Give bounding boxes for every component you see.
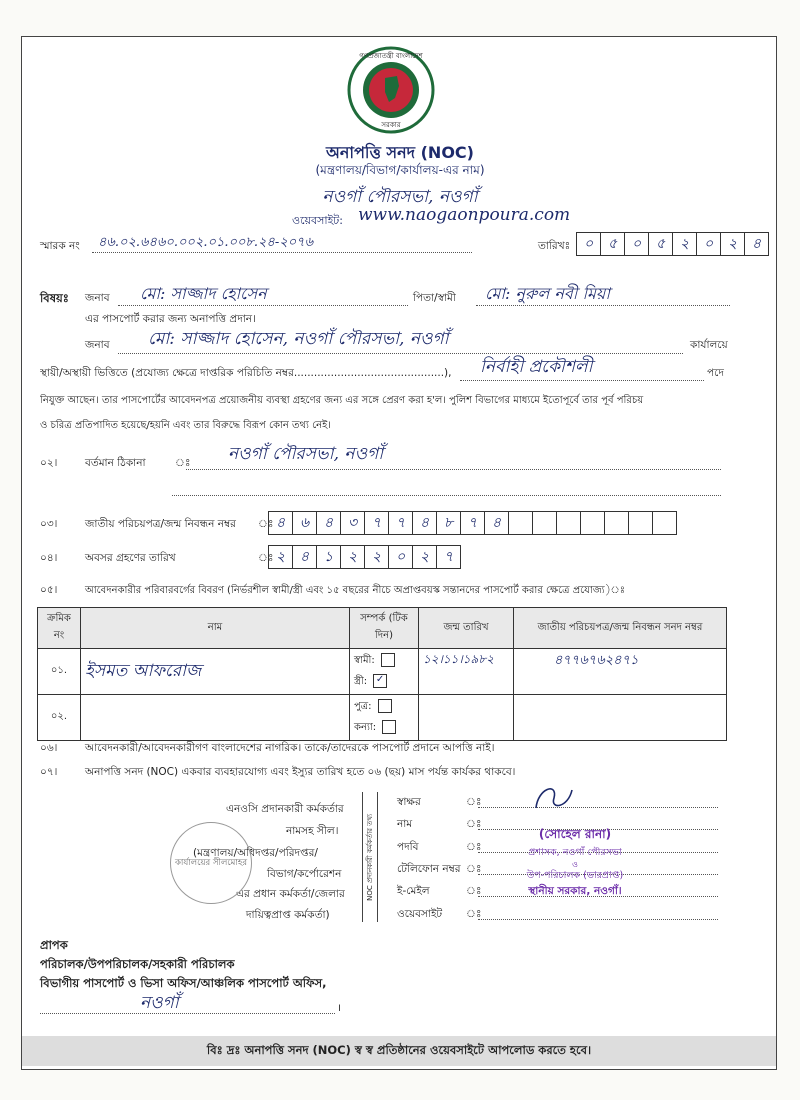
stamp-line-2: ও	[572, 860, 578, 869]
designation: নির্বাহী প্রকৌশলী	[480, 357, 593, 377]
date-box: ৫	[649, 233, 673, 255]
item-07-num: ০৭।	[40, 766, 58, 778]
retirement-box: ২	[269, 546, 293, 568]
sig-left-3: (মন্ত্রণালয়/অধিদপ্তর/পরিদপ্তর/	[193, 847, 318, 859]
body-janab: জনাব	[85, 339, 110, 351]
vertical-label: NOC প্রদানকারী কর্মকর্তার তথ্য	[366, 813, 374, 901]
item-02-num: ০২।	[40, 457, 58, 469]
item-05-num: ০৫।	[40, 584, 58, 596]
father-value: মো: নুরুল নবী মিয়া	[485, 284, 610, 303]
office-suffix: কার্যালয়ে	[690, 339, 728, 351]
recipient-line	[40, 1012, 335, 1014]
sig-left-4: বিভাগ/কর্পোরেশন	[267, 868, 342, 880]
husband-checkbox[interactable]	[381, 653, 395, 667]
rel-son: পুত্র:	[354, 700, 372, 712]
item-03-colon: ঃ	[258, 518, 274, 530]
body-line2: স্থায়ী/অস্থায়ী ভিত্তিতে (প্রযোজ্য ক্ষেত্রে দাপ্তরিক পরিচিতি নম্বর.............................................),	[40, 367, 452, 379]
date-label: তারিখঃ	[538, 240, 571, 252]
row-name	[81, 695, 350, 741]
memo-label: স্মারক নং	[40, 240, 80, 252]
nid-box	[605, 512, 629, 534]
retirement-boxes	[268, 545, 461, 569]
nid-box: ৪	[317, 512, 341, 534]
retirement-box: ২	[341, 546, 365, 568]
office-seal	[170, 822, 252, 904]
row-dob	[419, 695, 514, 741]
field-website-label: ওয়েবসাইট	[397, 908, 443, 920]
retirement-box: ২	[413, 546, 437, 568]
nid-box: ৪	[269, 512, 293, 534]
table-row	[38, 649, 727, 695]
stamp-line-4: স্থানীয় সরকার, নওগাঁ।	[528, 885, 622, 897]
item-04-num: ০৪।	[40, 552, 58, 564]
subject-name: মো: সাজ্জাদ হোসেন	[140, 284, 267, 303]
document-subtitle: (মন্ত্রণালয়/বিভাগ/কার্যালয়-এর নাম)	[315, 163, 485, 177]
sig-left-2: নামসহ সীল।	[286, 825, 339, 837]
nid-box: ৭	[389, 512, 413, 534]
body-line4: ও চরিত্র প্রতিপাদিত হয়েছে/হয়নি এবং তার বিরুদ্ধে বিরূপ কোন তথ্য নেই।	[40, 420, 331, 431]
subject-label: বিষয়ঃ	[40, 291, 69, 305]
recipient-heading: প্রাপক	[40, 938, 68, 952]
col-relation: সম্পর্ক (টিক দিন)	[350, 608, 419, 649]
item-02-label: বর্তমান ঠিকানা	[85, 457, 146, 469]
row-dob: ১২।১১।১৯৮২	[419, 649, 514, 695]
field-email-label: ই-মেইল	[397, 885, 430, 897]
body-handwritten: মো: সাজ্জাদ হোসেন, নওগাঁ পৌরসভা, নওগাঁ	[148, 329, 449, 349]
rel-wife: স্ত্রী:	[354, 675, 368, 687]
table-row	[38, 695, 727, 741]
colon-6: ঃ	[466, 908, 482, 920]
daughter-checkbox[interactable]	[382, 720, 396, 734]
colon-4: ঃ	[466, 863, 482, 875]
nid-box: ৪	[485, 512, 509, 534]
field-phone-label: টেলিফোন নম্বর	[397, 863, 461, 875]
subject-line2: এর পাসপোর্ট করার জন্য অনাপত্তি প্রদান।	[85, 313, 256, 325]
footer-note: বিঃ দ্রঃ অনাপত্তি সনদ (NOC) স্ব স্ব প্রতিষ্ঠানের ওয়েবসাইটে আপলোড করতে হবে।	[206, 1042, 592, 1057]
date-box: ৫	[601, 233, 625, 255]
son-checkbox[interactable]	[378, 699, 392, 713]
row-serial: ০২.	[38, 695, 81, 741]
nid-box: ৭	[365, 512, 389, 534]
nid-box: ৮	[437, 512, 461, 534]
nid-box: ৩	[341, 512, 365, 534]
family-table	[37, 607, 727, 741]
field-designation-label: পদবি	[397, 841, 419, 853]
col-name: নাম	[81, 608, 350, 649]
item-06-num: ০৬।	[40, 742, 58, 754]
colon-2: ঃ	[466, 818, 482, 830]
field-signature-label: স্বাক্ষর	[397, 796, 421, 808]
post-suffix: পদে	[707, 367, 724, 379]
col-nid: জাতীয় পরিচয়পত্র/জন্ম নিবন্ধন সনদ নম্বর	[514, 608, 727, 649]
rel-daughter: কন্যা:	[354, 721, 377, 733]
date-box: ০	[697, 233, 721, 255]
row-relation	[350, 695, 419, 741]
stamp-line-1: প্রশাসক, নওগাঁ পৌরসভা	[528, 847, 622, 858]
subject-janab: জনাব	[85, 292, 110, 304]
sig-left-6: দায়িত্বপ্রাপ্ত কর্মকর্তা)	[246, 909, 330, 921]
item-03-label: জাতীয় পরিচয়পত্র/জন্ম নিবন্ধন নম্বর	[85, 518, 236, 530]
handwritten-signature	[528, 778, 578, 822]
nid-box	[629, 512, 653, 534]
nid-box	[653, 512, 676, 534]
footer-note-bar	[22, 1036, 776, 1066]
item-04-label: অবসর গ্রহণের তারিখ	[85, 552, 176, 564]
date-box: ০	[625, 233, 649, 255]
item-02-colon: ঃ	[175, 457, 191, 469]
sig-left-5: এর প্রধান কর্মকর্তা/জেলার	[236, 888, 345, 900]
recipient-line-2: বিভাগীয় পাসপোর্ট ও ভিসা অফিস/আঞ্চলিক পাসপোর্ট অফিস,	[40, 976, 327, 990]
recipient-line-1: পরিচালক/উপপরিচালক/সহকারী পরিচালক	[40, 957, 235, 971]
date-box: ০	[577, 233, 601, 255]
website-label: ওয়েবসাইট:	[292, 214, 343, 227]
retirement-box: ২	[365, 546, 389, 568]
address-line-2	[172, 494, 721, 496]
retirement-box: ৪	[293, 546, 317, 568]
nid-boxes	[268, 511, 677, 535]
nid-box	[581, 512, 605, 534]
field-name-label: নাম	[397, 818, 413, 830]
nid-box: ৭	[461, 512, 485, 534]
row-relation	[350, 649, 419, 695]
body-line3: নিযুক্ত আছেন। তার পাসপোর্টের আবেদনপত্র প্রয়োজনীয় ব্যবস্থা গ্রহণের জন্য এর সঙ্গে প্রেরণ করা হ'ল। পুলিশ বিভাগের মাধ্যমে ইতোপূর্বে তার পূর্ব পরিচয়	[40, 395, 644, 406]
retirement-box: ০	[389, 546, 413, 568]
retirement-box: ৭	[443, 549, 454, 565]
nid-box	[533, 512, 557, 534]
sig-line-1	[478, 806, 718, 808]
website-value: www.naogaonpoura.com	[358, 205, 571, 225]
colon-1: ঃ	[466, 796, 482, 808]
official-stamp	[490, 826, 660, 901]
stamp-name: (সোহেল রানা)	[538, 827, 612, 841]
row-name: ইসমত আফরোজ	[81, 649, 350, 695]
office-name: নওগাঁ পৌরসভা, নওগাঁ	[322, 187, 478, 207]
retirement-box: ১	[317, 546, 341, 568]
col-serial: ক্রমিক নং	[38, 608, 81, 649]
sig-line-6	[478, 918, 718, 920]
nid-box: ৬	[293, 512, 317, 534]
colon-3: ঃ	[466, 841, 482, 853]
vertical-divider	[362, 792, 378, 922]
col-dob: জন্ম তারিখ	[419, 608, 514, 649]
item-05-label: আবেদনকারীর পরিবারবর্গের বিবরণ (নির্ভরশীল স্বামী/স্ত্রী এবং ১৫ বছরের নীচে অপ্রাপ্তবয়স্ক সন্তানদের পাসপোর্ট করার ক্ষেত্রে প্রযোজ্য)ঃ	[85, 585, 626, 596]
date-box: ৪	[751, 236, 762, 252]
item-02-value: নওগাঁ পৌরসভা, নওগাঁ	[228, 444, 384, 464]
father-label: পিতা/স্বামী	[413, 292, 456, 304]
emblem-text-top: গণপ্রজাতন্ত্রী বাংলাদেশ	[359, 52, 423, 60]
colon-5: ঃ	[466, 885, 482, 897]
row-nid	[514, 695, 727, 741]
date-box: ২	[721, 233, 745, 255]
date-box: ২	[673, 233, 697, 255]
date-boxes	[576, 232, 769, 256]
recipient-handwritten: নওগাঁ	[140, 993, 179, 1013]
nid-box	[557, 512, 581, 534]
seal-text: কার্যালয়ের সীলমোহর	[174, 858, 248, 868]
sig-left-1: এনওসি প্রদানকারী কর্মকর্তার	[226, 803, 344, 815]
item-07-text: অনাপত্তি সনদ (NOC) একবার ব্যবহারযোগ্য এবং ইস্যুর তারিখ হতে ০৬ (ছয়) মাস পর্যন্ত কার্যকর থাকবে।	[85, 766, 516, 778]
stamp-line-3: উপ-পরিচালক (ভারপ্রাপ্ত)	[526, 870, 624, 881]
nid-box	[509, 512, 533, 534]
row-serial: ০১.	[38, 649, 81, 695]
row-nid: ৪৭৭৬৭৬২৪৭১	[514, 649, 727, 695]
document-title: অনাপত্তি সনদ (NOC)	[326, 143, 474, 162]
item-03-num: ০৩।	[40, 518, 58, 530]
emblem-text-bottom: সরকার	[381, 121, 401, 129]
item-06-text: আবেদনকারী/আবেদনকারীগণ বাংলাদেশের নাগরিক। তাকে/তাদেরকে পাসপোর্ট প্রদানে আপত্তি নাই।	[85, 742, 495, 754]
item-04-colon: ঃ	[258, 552, 274, 564]
wife-checkbox[interactable]: ✓	[373, 674, 387, 688]
memo-value: ৪৬.০২.৬৪৬০.০০২.০১.০০৮.২৪-২০৭৬	[98, 235, 314, 250]
recipient-end: ।	[337, 1002, 341, 1014]
nid-box: ৪	[413, 512, 437, 534]
rel-husband: স্বামী:	[354, 654, 375, 666]
govt-emblem	[347, 46, 435, 134]
